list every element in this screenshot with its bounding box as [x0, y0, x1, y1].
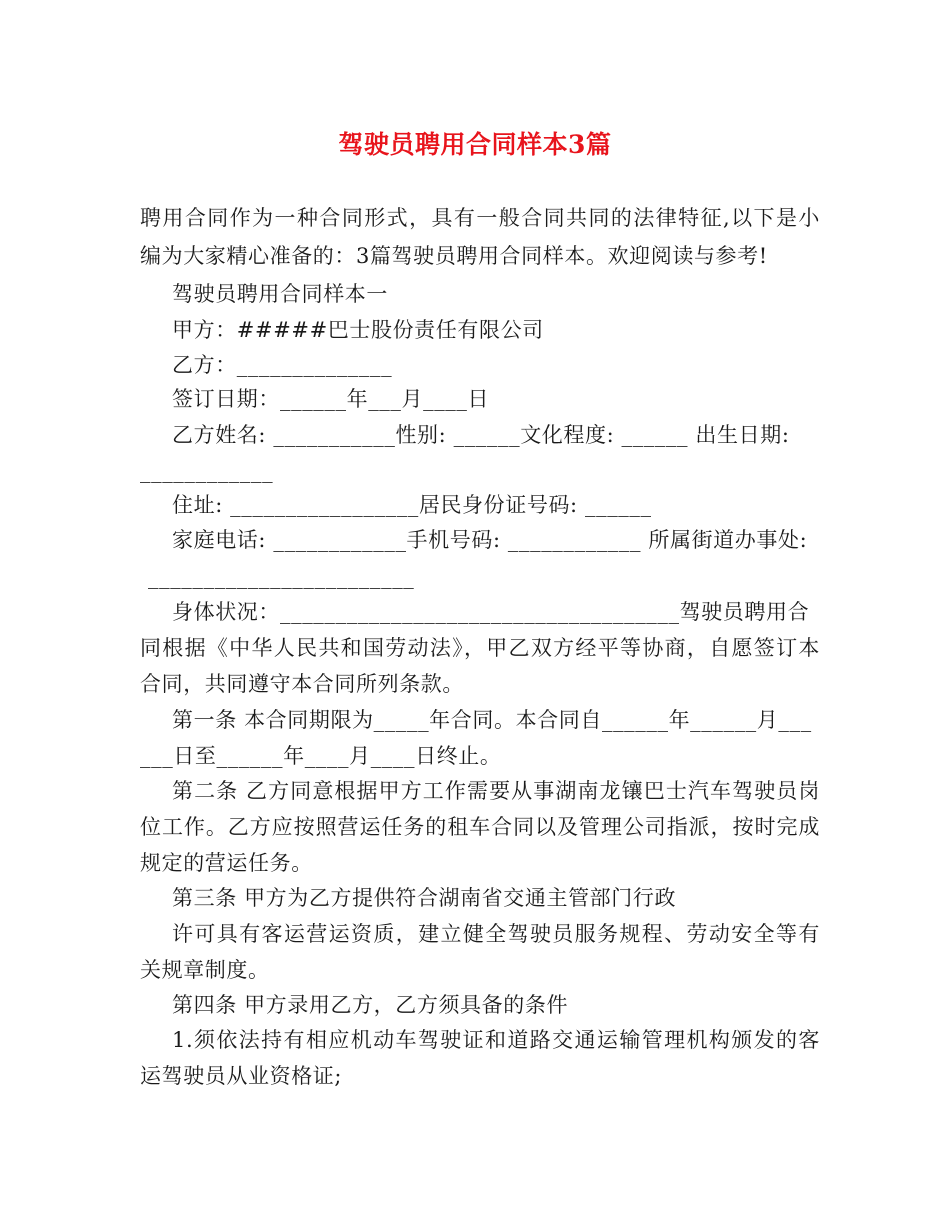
- article-3-line-1: 第三条 甲方为乙方提供符合湖南省交通主管部门行政: [172, 886, 677, 910]
- article-1-line-1: 第一条 本合同期限为_____年合同。本合同自______年______月___: [172, 708, 812, 732]
- article-1-line-2: ___日至______年____月____日终止。: [140, 744, 502, 768]
- article-3-line-3: 关规章制度。: [140, 958, 270, 982]
- intro-line-1: 聘用合同作为一种合同形式，具有一般合同共同的法律特征,以下是小: [140, 206, 820, 230]
- party-b-line: 乙方：______________: [172, 353, 393, 377]
- intro-line-2: 编为大家精心准备的：3篇驾驶员聘用合同样本。欢迎阅读与参考!: [140, 244, 768, 268]
- article-4-item-1-line-2: 运驾驶员从业资格证;: [140, 1064, 343, 1088]
- office-blank: ________________________: [148, 565, 415, 589]
- phone-line: 家庭电话: ____________手机号码: ____________ 所属街道办事处:: [172, 528, 808, 552]
- party-a-line: 甲方：#####巴士股份责任有限公司: [172, 318, 544, 342]
- party-b-info-line: 乙方姓名: ___________性别: ______文化程度: ______ 出生日期:: [172, 423, 790, 447]
- article-4-line-1: 第四条 甲方录用乙方，乙方须具备的条件: [172, 993, 569, 1017]
- health-line: 身体状况：____________________________________驾驶员聘用合: [172, 600, 810, 624]
- birth-date-blank: ____________: [140, 459, 274, 483]
- document-title: 驾驶员聘用合同样本3篇: [338, 130, 612, 159]
- article-3-line-2: 许可具有客运营运资质，建立健全驾驶员服务规程、劳动安全等有: [172, 922, 820, 946]
- sign-date-line: 签订日期：______年___月____日: [172, 387, 490, 411]
- address-line: 住址: _________________居民身份证号码: ______: [172, 493, 652, 517]
- basis-line-end: 合同，共同遵守本合同所列条款。: [140, 672, 464, 696]
- article-2-line-1: 第二条 乙方同意根据甲方工作需要从事湖南龙镶巴士汽车驾驶员岗: [172, 779, 820, 803]
- section-heading: 驾驶员聘用合同样本一: [172, 282, 388, 306]
- basis-line: 同根据《中华人民共和国劳动法》，甲乙双方经平等协商，自愿签订本: [140, 636, 820, 660]
- article-2-line-3: 规定的营运任务。: [140, 851, 313, 875]
- article-4-item-1-line-1: 1.须依法持有相应机动车驾驶证和道路交通运输管理机构颁发的客: [172, 1028, 820, 1052]
- article-2-line-2: 位工作。乙方应按照营运任务的租车合同以及管理公司指派，按时完成: [140, 815, 820, 839]
